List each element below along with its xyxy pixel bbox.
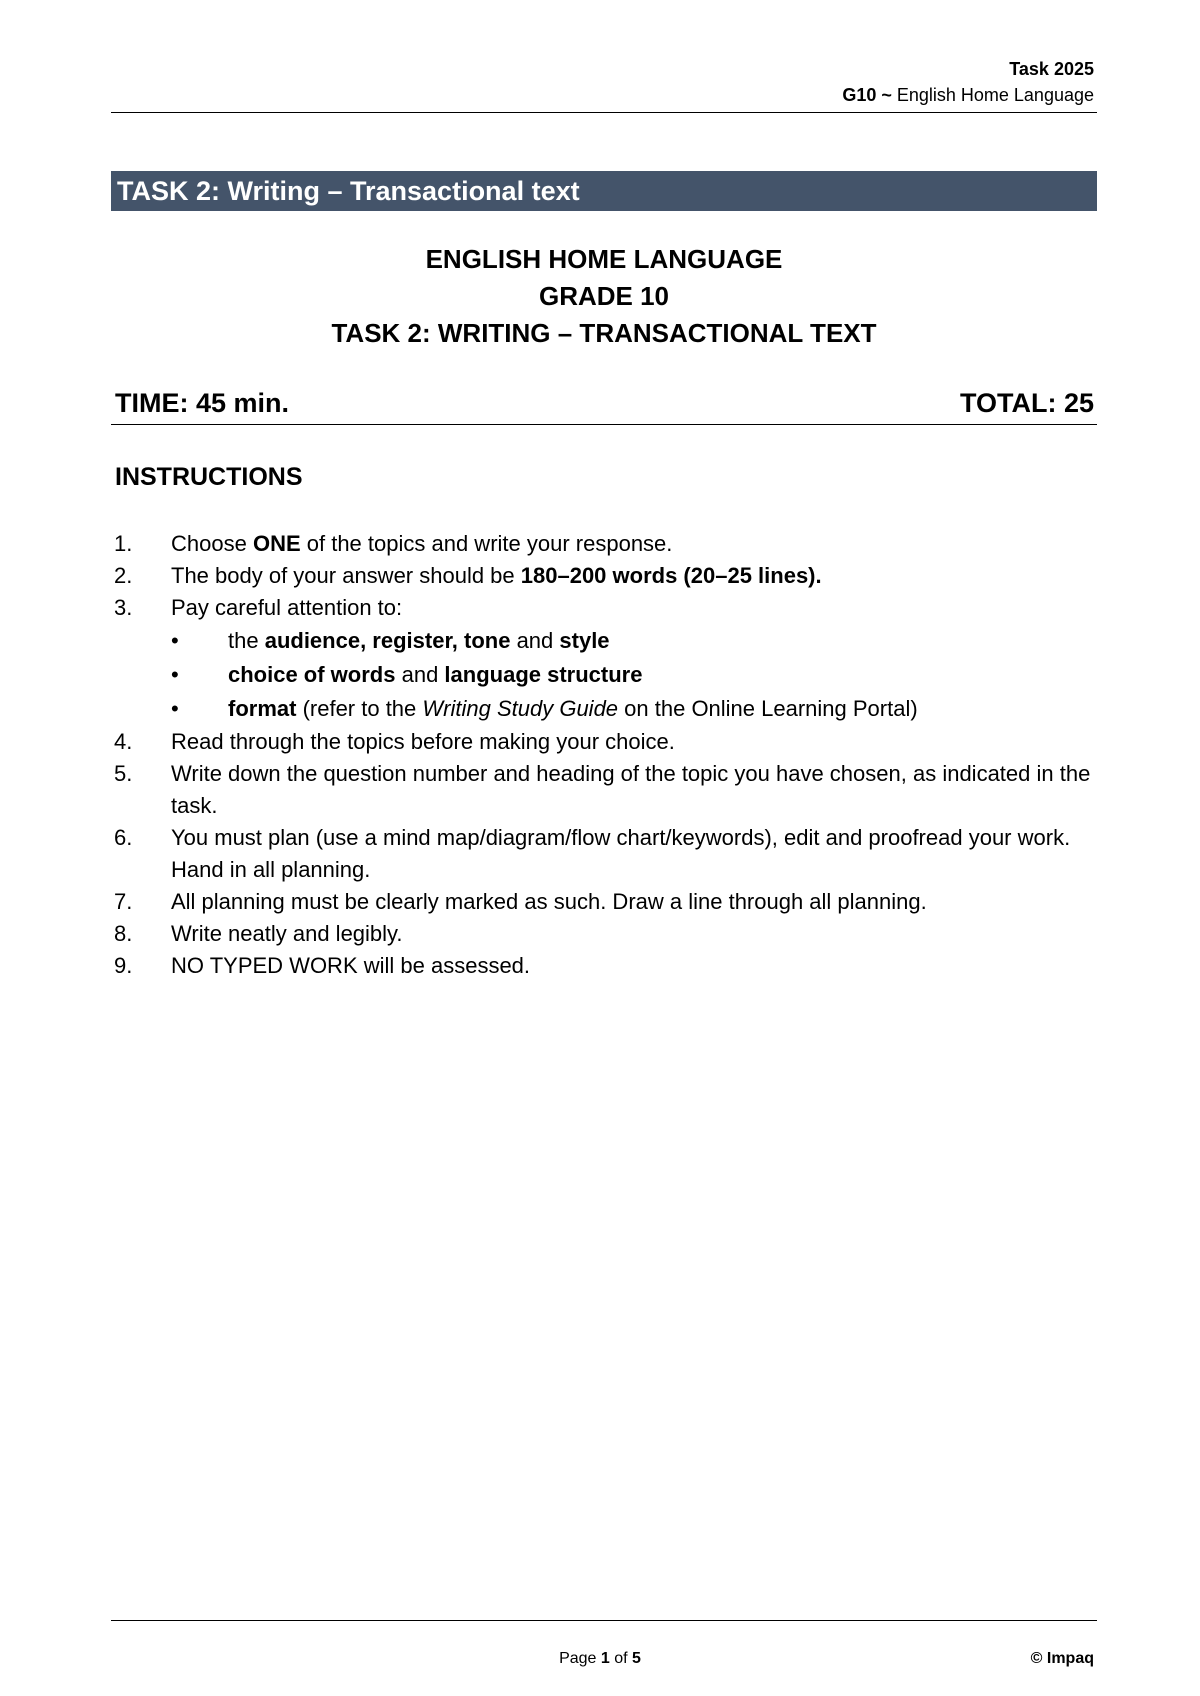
header-grade: G10 bbox=[842, 85, 877, 105]
instruction-number: 5. bbox=[114, 761, 133, 786]
instruction-number: 4. bbox=[114, 729, 133, 754]
instruction-text: You must plan (use a mind map/diagram/flow chart/keywords), edit and proofread your work. Hand in all planning. bbox=[171, 825, 1071, 882]
instruction-bullet bbox=[114, 692, 1099, 726]
instruction-item bbox=[114, 918, 1099, 950]
instruction-text: Write down the question number and heading of the topic you have chosen, as indicated in the task. bbox=[171, 761, 1091, 818]
header-separator: ~ bbox=[876, 85, 897, 105]
instructions-heading: INSTRUCTIONS bbox=[115, 463, 303, 491]
instructions-list bbox=[114, 528, 1099, 982]
instruction-item bbox=[114, 886, 1099, 918]
title-grade: GRADE 10 bbox=[538, 281, 670, 311]
instruction-text: Choose ONE of the topics and write your response. bbox=[171, 531, 673, 556]
title-task: TASK 2: WRITING – TRANSACTIONAL TEXT bbox=[331, 318, 877, 348]
instruction-number: 1. bbox=[114, 531, 133, 556]
instruction-text: Read through the topics before making your choice. bbox=[171, 729, 675, 754]
copyright: © Impaq bbox=[1030, 1650, 1094, 1667]
bullet-text: choice of words and language structure bbox=[228, 662, 643, 687]
instruction-item bbox=[114, 592, 1099, 624]
instruction-text: Pay careful attention to: bbox=[171, 595, 403, 620]
header-subject-line bbox=[842, 82, 1094, 108]
header-divider bbox=[111, 112, 1097, 113]
title-subject: ENGLISH HOME LANGUAGE bbox=[425, 244, 783, 274]
instruction-item bbox=[114, 726, 1099, 758]
task-banner: TASK 2: Writing – Transactional text bbox=[111, 171, 1097, 211]
header-subject: English Home Language bbox=[896, 85, 1094, 105]
instruction-number: 6. bbox=[114, 825, 133, 850]
time-label: TIME: 45 min. bbox=[115, 388, 290, 418]
instruction-item bbox=[114, 528, 1099, 560]
instruction-text: NO TYPED WORK will be assessed. bbox=[171, 953, 531, 978]
instruction-item bbox=[114, 822, 1099, 886]
instruction-text: The body of your answer should be 180–200 words (20–25 lines). bbox=[171, 563, 822, 588]
time-divider bbox=[111, 424, 1097, 425]
page-number: Page 1 of 5 bbox=[559, 1650, 641, 1667]
bullet-icon: • bbox=[171, 628, 179, 653]
instruction-number: 7. bbox=[114, 889, 133, 914]
instruction-number: 8. bbox=[114, 921, 133, 946]
instruction-number: 3. bbox=[114, 595, 133, 620]
instruction-item bbox=[114, 758, 1099, 822]
bullet-icon: • bbox=[171, 696, 179, 721]
bullet-text: the audience, register, tone and style bbox=[228, 628, 610, 653]
instruction-text: Write neatly and legibly. bbox=[171, 921, 403, 946]
instruction-item bbox=[114, 950, 1099, 982]
bullet-icon: • bbox=[171, 662, 179, 687]
instruction-text: All planning must be clearly marked as such. Draw a line through all planning. bbox=[171, 889, 927, 914]
header-task: Task 2025 bbox=[1009, 59, 1094, 79]
footer-divider bbox=[111, 1620, 1097, 1621]
instruction-number: 2. bbox=[114, 563, 133, 588]
bullet-text: format (refer to the Writing Study Guide on the Online Learning Portal) bbox=[228, 696, 918, 721]
instruction-bullet bbox=[114, 624, 1099, 658]
total-label: TOTAL: 25 bbox=[959, 388, 1094, 418]
instruction-number: 9. bbox=[114, 953, 133, 978]
instruction-item bbox=[114, 560, 1099, 592]
instruction-bullet bbox=[114, 658, 1099, 692]
